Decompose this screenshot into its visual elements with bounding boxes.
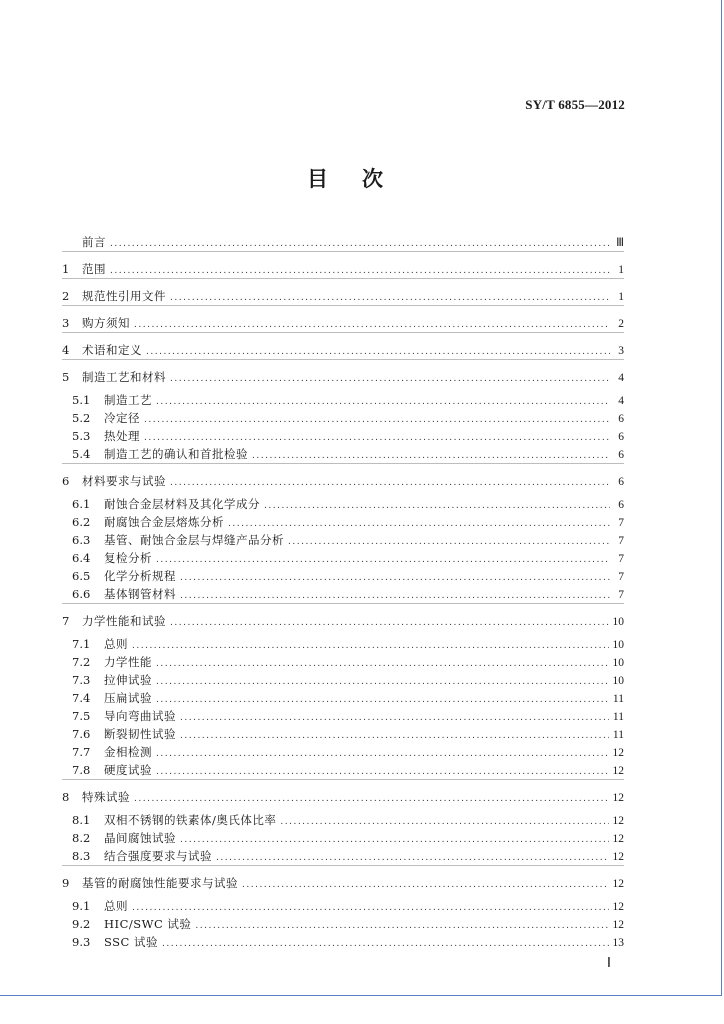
toc-chapter-entry[interactable] [62,788,624,806]
toc-section-entry[interactable] [62,897,624,915]
toc-entry-page: 11 [612,729,624,741]
page-folio: Ⅰ [606,956,611,971]
toc-section-entry[interactable] [62,671,624,689]
toc-leader-dots [170,289,610,307]
toc-entry-number: 5.4 [72,447,91,461]
toc-entry-page: 11 [612,711,624,723]
toc-entry-page: 7 [618,553,624,565]
toc-entry-label: 硬度试验 [104,763,152,777]
toc-entry-number: 7.2 [72,655,91,669]
toc-section-entry[interactable] [62,531,624,549]
toc-entry-page: 6 [618,431,624,443]
toc-entry-page: 12 [612,792,624,804]
toc-entry-label: 热处理 [104,429,140,443]
toc-chapter-entry[interactable] [62,368,624,386]
toc-entry-number: 7.5 [72,709,91,723]
toc-entry-label: 金相检测 [104,745,152,759]
toc-entry-number: 6.1 [72,497,91,511]
toc-entry-number: 8.2 [72,831,91,845]
toc-entry-label: 制造工艺 [104,393,152,407]
toc-entry-page: 2 [618,318,624,330]
toc-entry-page: 12 [612,851,624,863]
toc-section-entry[interactable] [62,427,624,445]
toc-section-entry[interactable] [62,495,624,513]
toc-entry-number: 9.2 [72,917,91,931]
toc-chapter-entry[interactable] [62,233,624,251]
toc-entry-label: 断裂韧性试验 [104,727,176,741]
toc-entry-number: 8.1 [72,813,91,827]
toc-entry-number: 6.4 [72,551,91,565]
toc-entry-number: 5 [62,370,70,384]
toc-entry-label: 特殊试验 [82,790,130,804]
toc-entry-page: 4 [618,395,624,407]
toc-chapter-entry[interactable] [62,341,624,359]
toc-entry-number: 6.5 [72,569,91,583]
toc-leader-dots [180,587,610,605]
toc-entry-number: 7.4 [72,691,91,705]
toc-entry-number: 3 [62,316,70,330]
toc-entry-number: 9.3 [72,935,91,949]
toc-entry-label: 规范性引用文件 [82,289,166,303]
toc-entry-page: 6 [618,449,624,461]
toc-entry-number: 6 [62,474,70,488]
toc-entry-page: 10 [612,616,624,628]
toc-entry-label: 基管的耐腐蚀性能要求与试验 [82,876,238,890]
toc-entry-number: 7 [62,614,70,628]
toc-entry-label: 总则 [104,899,128,913]
toc-entry-number: 7.7 [72,745,91,759]
toc-entry-number: 5.1 [72,393,91,407]
toc-section-entry[interactable] [62,707,624,725]
toc-leader-dots [170,474,610,492]
toc-entry-page: 7 [618,571,624,583]
toc-leader-dots [162,935,608,953]
toc-entry-label: 购方须知 [82,316,130,330]
toc-entry-number: 6.6 [72,587,91,601]
standard-code: SY/T 6855—2012 [525,97,625,112]
toc-entry-number: 9.1 [72,899,91,913]
toc-entry-label: 基管、耐蚀合金层与焊缝产品分析 [104,533,284,547]
toc-entry-label: 导向弯曲试验 [104,709,176,723]
toc-entry-page: 7 [618,535,624,547]
toc-entry-number: 5.2 [72,411,91,425]
toc-section-entry[interactable] [62,725,624,743]
toc-leader-dots [216,849,609,867]
toc-entry-page: 10 [612,675,624,687]
toc-entry-label: 制造工艺和材料 [82,370,166,384]
toc-leader-dots [170,614,609,632]
toc-entry-number: 5.3 [72,429,91,443]
toc-entry-number: 7.1 [72,637,91,651]
toc-section-entry[interactable] [62,933,624,951]
toc-entry-number: 7.3 [72,673,91,687]
toc-section-entry[interactable] [62,653,624,671]
toc-entry-label: HIC/SWC 试验 [104,917,192,931]
toc-entry-number: 8.3 [72,849,91,863]
toc-entry-label: 术语和定义 [82,343,142,357]
table-of-contents [62,233,624,951]
toc-section-entry[interactable] [62,409,624,427]
toc-section-entry[interactable] [62,391,624,409]
toc-entry-page: 6 [618,413,624,425]
toc-entry-page: 13 [612,937,624,949]
toc-entry-label: 材料要求与试验 [82,474,166,488]
toc-entry-page: 11 [612,693,624,705]
toc-chapter-entry[interactable] [62,612,624,630]
toc-entry-label: 复检分析 [104,551,152,565]
toc-entry-page: 7 [618,517,624,529]
toc-entry-label: 结合强度要求与试验 [104,849,212,863]
toc-entry-number: 6.3 [72,533,91,547]
toc-entry-label: SSC 试验 [104,935,159,949]
toc-entry-label: 范围 [82,262,106,276]
toc-entry-page: 12 [612,833,624,845]
toc-entry-number: 7.8 [72,763,91,777]
toc-entry-page: 12 [612,747,624,759]
toc-entry-label: 耐腐蚀合金层熔炼分析 [104,515,224,529]
toc-entry-page: 12 [612,815,624,827]
toc-chapter-entry[interactable] [62,287,624,305]
toc-entry-number: 1 [62,262,70,276]
toc-section-entry[interactable] [62,445,624,463]
toc-entry-label: 力学性能和试验 [82,614,166,628]
toc-entry-label: 压扁试验 [104,691,152,705]
toc-entry-page: 12 [612,919,624,931]
toc-section-entry[interactable] [62,761,624,779]
toc-entry-page: 6 [618,476,624,488]
toc-section-entry[interactable] [62,567,624,585]
toc-entry-page: 1 [618,264,624,276]
toc-entry-page: 7 [618,589,624,601]
toc-leader-dots [134,790,609,808]
toc-entry-page: 3 [618,345,624,357]
toc-entry-label: 总则 [104,637,128,651]
toc-section-entry[interactable] [62,743,624,761]
toc-leader-dots [134,316,610,334]
toc-chapter-entry[interactable] [62,314,624,332]
toc-entry-page: 4 [618,372,624,384]
toc-leader-dots [110,235,610,253]
toc-entry-number: 9 [62,876,70,890]
toc-leader-dots [146,343,610,361]
toc-leader-dots [252,447,610,465]
toc-section-entry[interactable] [62,847,624,865]
toc-entry-label: 化学分析规程 [104,569,176,583]
toc-entry-number: 6.2 [72,515,91,529]
toc-leader-dots [170,370,610,388]
toc-entry-page: 12 [612,765,624,777]
toc-entry-label: 基体钢管材料 [104,587,176,601]
toc-entry-page: 10 [612,639,624,651]
toc-leader-dots [110,262,610,280]
toc-section-entry[interactable] [62,513,624,531]
toc-entry-page: 10 [612,657,624,669]
toc-leader-dots [242,876,609,894]
toc-entry-label: 双相不锈钢的铁素体/奥氏体比率 [104,813,277,827]
toc-section-entry[interactable] [62,915,624,933]
toc-entry-label: 前言 [82,235,106,249]
toc-section-entry[interactable] [62,689,624,707]
toc-entry-number: 4 [62,343,70,357]
toc-chapter-entry[interactable] [62,874,624,892]
toc-chapter-entry[interactable] [62,260,624,278]
toc-section-entry[interactable] [62,811,624,829]
toc-leader-dots [156,763,609,781]
toc-entry-label: 冷定径 [104,411,140,425]
toc-chapter-entry[interactable] [62,472,624,490]
toc-entry-number: 7.6 [72,727,91,741]
toc-entry-label: 力学性能 [104,655,152,669]
toc-entry-number: 2 [62,289,70,303]
toc-entry-label: 拉伸试验 [104,673,152,687]
toc-section-entry[interactable] [62,635,624,653]
toc-entry-page: Ⅲ [616,237,624,249]
toc-entry-page: 12 [612,878,624,890]
toc-entry-page: 12 [612,901,624,913]
toc-section-entry[interactable] [62,549,624,567]
page-title: 目次 [307,166,417,191]
toc-entry-page: 6 [618,499,624,511]
toc-section-entry[interactable] [62,829,624,847]
toc-section-entry[interactable] [62,585,624,603]
toc-entry-label: 耐蚀合金层材料及其化学成分 [104,497,260,511]
toc-entry-number: 8 [62,790,70,804]
toc-entry-label: 晶间腐蚀试验 [104,831,176,845]
toc-entry-label: 制造工艺的确认和首批检验 [104,447,248,461]
toc-entry-page: 1 [618,291,624,303]
